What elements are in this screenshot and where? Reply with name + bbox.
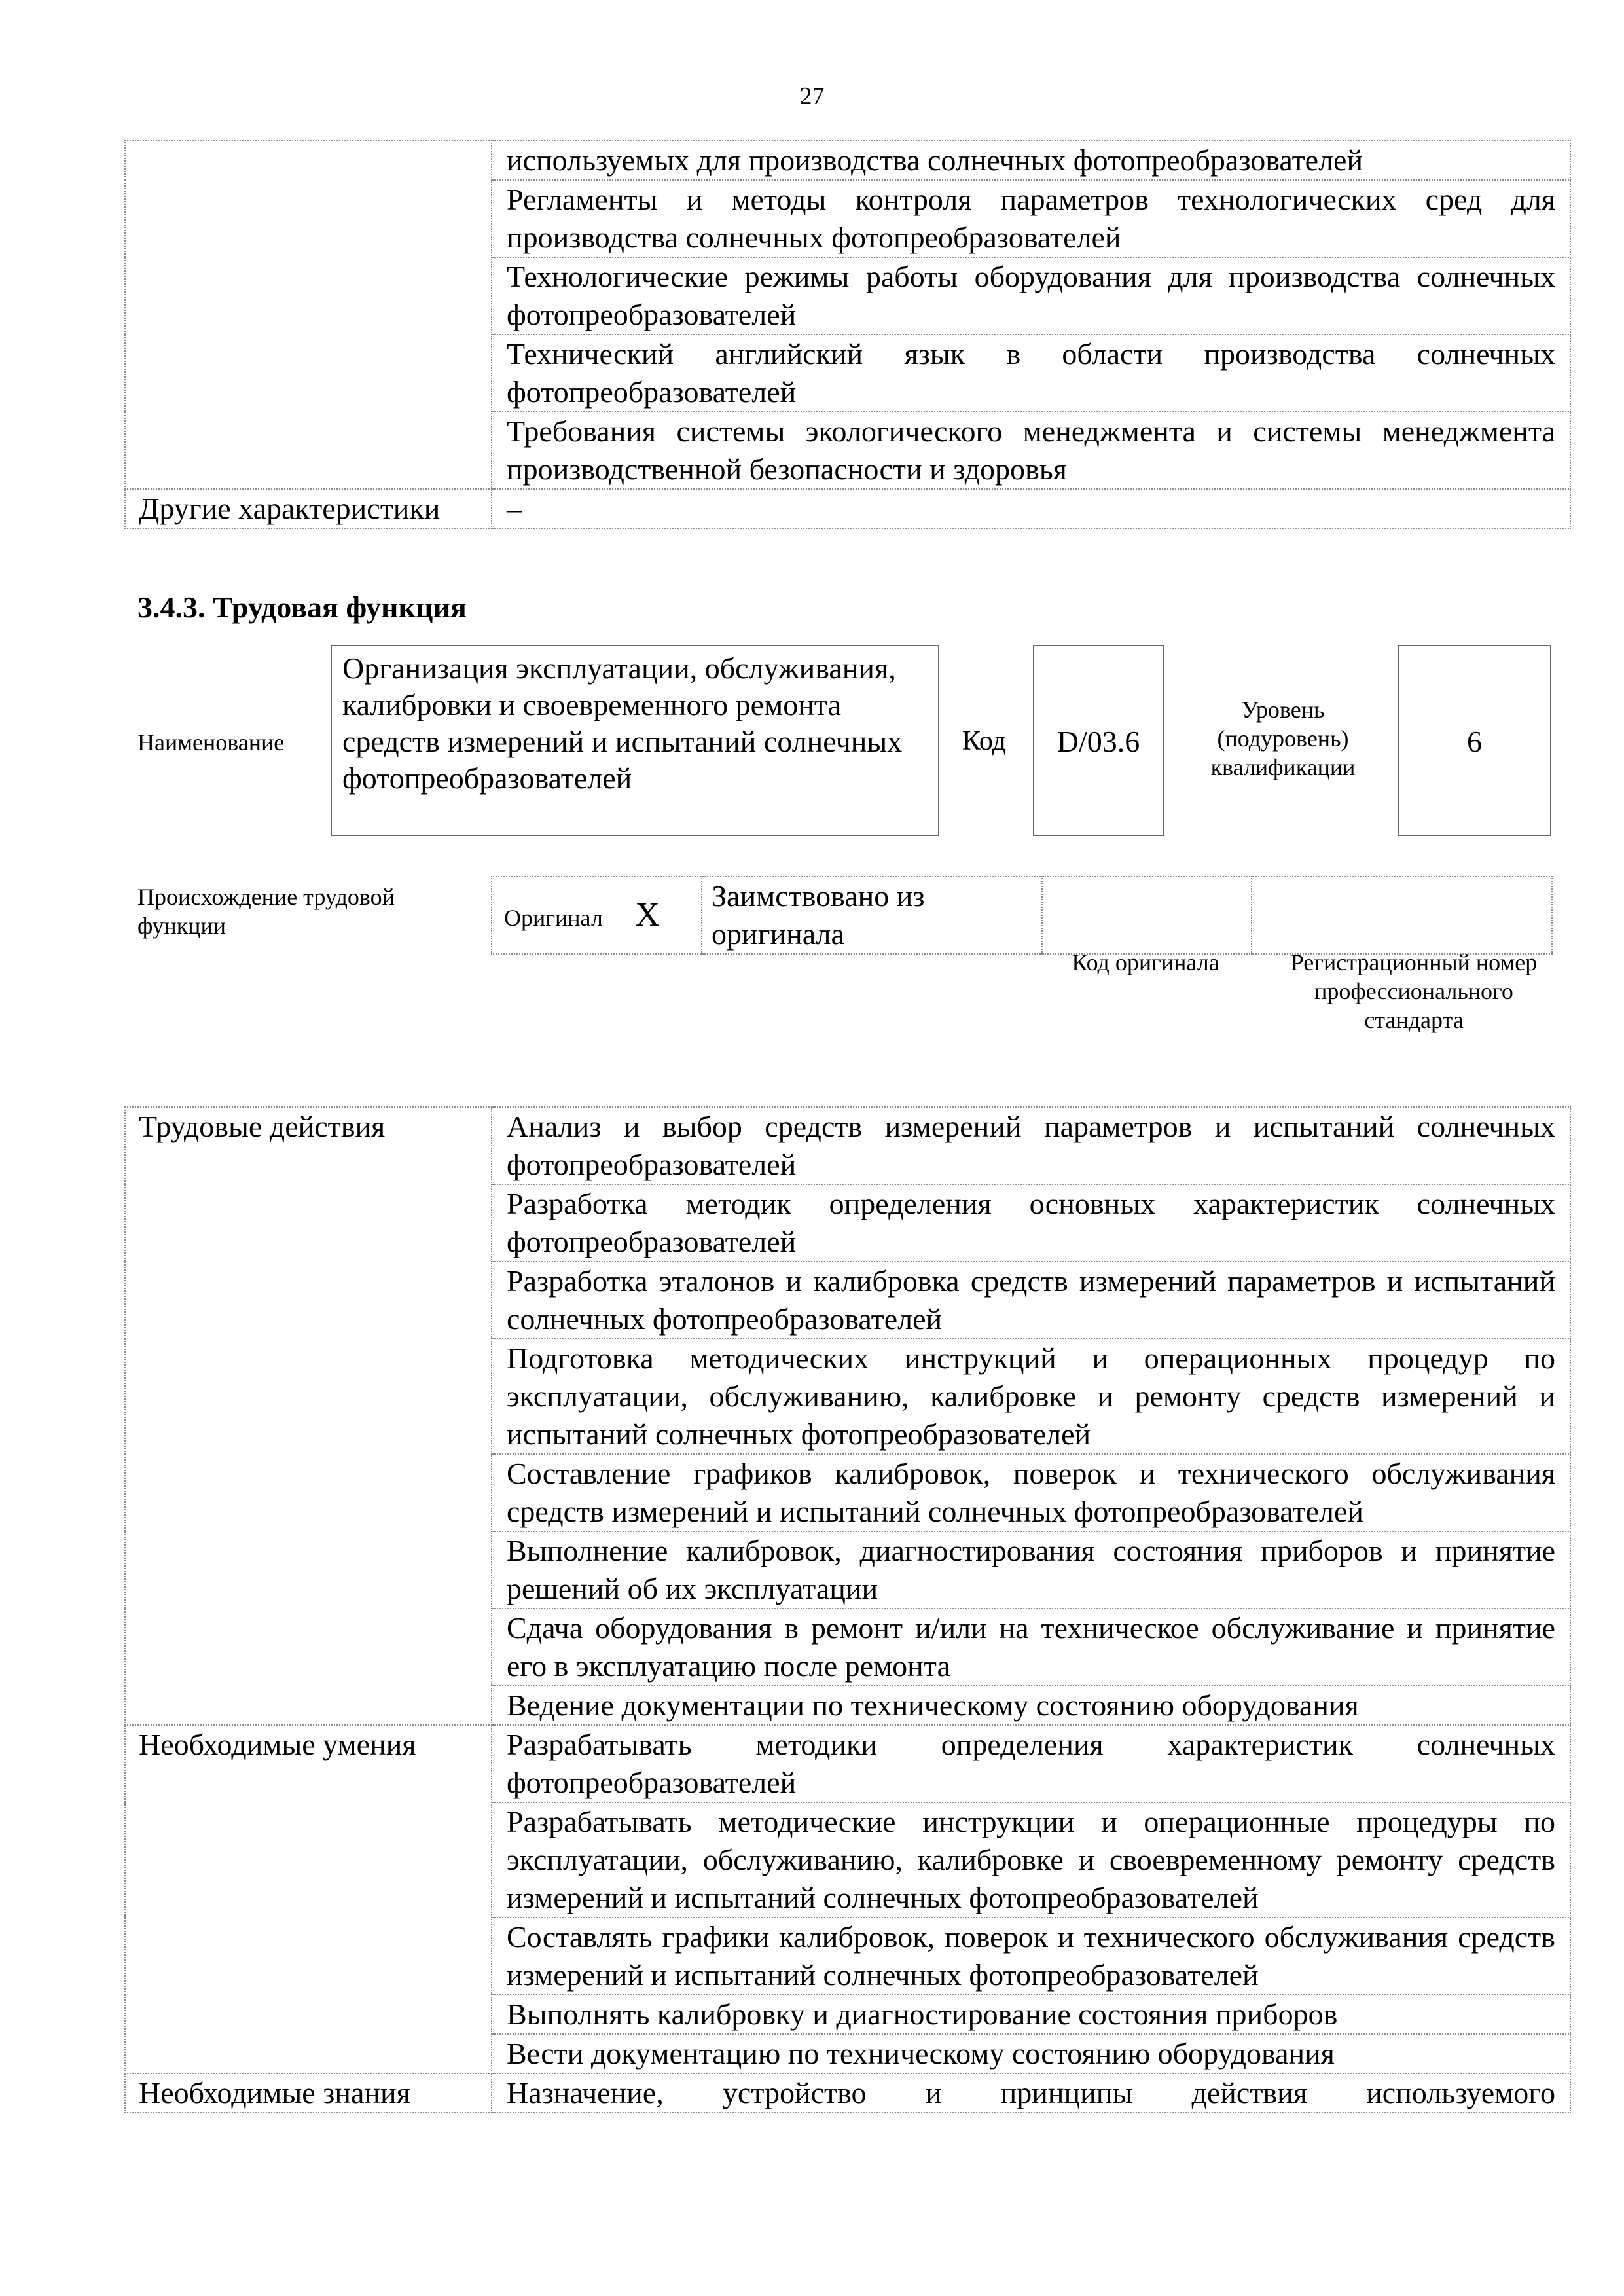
level-value-box xyxy=(1398,645,1551,836)
table-row xyxy=(125,1107,1570,1184)
code-original-caption: Код оригинала xyxy=(1072,949,1219,975)
table-cell: Составление графиков калибровок, поверок и технического обслуживания средств измерений и испытаний солнечных фотопреобразователей xyxy=(492,1454,1570,1531)
table-cell: Требования системы экологического менеджмента и системы менеджмента производственной безопасности и здоровья xyxy=(492,412,1570,489)
table-cell: Разрабатывать методики определения характеристик солнечных фотопреобразователей xyxy=(492,1725,1570,1802)
table-cell: Разрабатывать методические инструкции и операционные процедуры по эксплуатации, обслуживанию, калибровке и своевременному ремонту средств измерений и испытаний солнечных фотопреобразователей xyxy=(492,1802,1570,1918)
reg-number-cell xyxy=(1252,877,1552,954)
table-cell: Сдача оборудования в ремонт и/или на техническое обслуживание и принятие его в эксплуатацию после ремонта xyxy=(492,1609,1570,1686)
original-mark: X xyxy=(635,896,660,934)
table-cell: используемых для производства солнечных фотопреобразователей xyxy=(492,141,1570,180)
section-heading: 3.4.3. Трудовая функция xyxy=(137,591,467,624)
empty-label-cell xyxy=(125,141,492,489)
table-cell: Ведение документации по техническому состоянию оборудования xyxy=(492,1686,1570,1725)
skills-label: Необходимые умения xyxy=(125,1725,492,2073)
code-label: Код xyxy=(962,726,1007,756)
origin-table xyxy=(491,876,1553,955)
other-characteristics-value: – xyxy=(492,489,1570,528)
table-cell: Назначение, устройство и принципы действия используемого xyxy=(492,2073,1570,2113)
borrowed-label: Заимствовано из оригинала xyxy=(702,877,1042,954)
table-row xyxy=(492,877,1552,954)
table-row xyxy=(125,141,1570,180)
reg-number-caption: Регистрационный номер профессионального стандарта xyxy=(1290,949,1538,1033)
table-cell: Регламенты и методы контроля параметров технологических сред для производства солнечных фотопреобразователей xyxy=(492,180,1570,257)
table-row xyxy=(125,1725,1570,1802)
table-cell: Технологические режимы работы оборудования для производства солнечных фотопреобразователей xyxy=(492,257,1570,335)
table-cell: Технический английский язык в области производства солнечных фотопреобразователей xyxy=(492,335,1570,412)
function-code: D/03.6 xyxy=(1056,725,1140,758)
table-cell: Подготовка методических инструкций и операционных процедур по эксплуатации, обслуживанию, калибровке и ремонту средств измерений и испытаний солнечных фотопреобразователей xyxy=(492,1339,1570,1454)
main-table xyxy=(124,1106,1571,2113)
table-cell: Составлять графики калибровок, поверок и технического обслуживания средств измерений и испытаний солнечных фотопреобразователей xyxy=(492,1918,1570,1995)
original-code-cell xyxy=(1042,877,1252,954)
origin-label: Происхождение трудовой функции xyxy=(137,884,395,939)
code-value-box xyxy=(1033,645,1164,836)
table-cell: Вести документацию по техническому состоянию оборудования xyxy=(492,2034,1570,2073)
table-cell: Разработка эталонов и калибровка средств измерений параметров и испытаний солнечных фотопреобразователей xyxy=(492,1262,1570,1339)
table-row xyxy=(125,489,1570,528)
table-cell: Выполнение калибровок, диагностирования состояния приборов и принятие решений об их эксплуатации xyxy=(492,1531,1570,1609)
page-number: 27 xyxy=(799,82,825,110)
labor-actions-label: Трудовые действия xyxy=(125,1107,492,1725)
name-label: Наименование xyxy=(137,729,285,756)
table-cell: Анализ и выбор средств измерений параметров и испытаний солнечных фотопреобразователей xyxy=(492,1107,1570,1184)
original-cell xyxy=(492,877,701,954)
level-label: Уровень (подуровень) квалификации xyxy=(1210,697,1356,780)
table-cell: Разработка методик определения основных характеристик солнечных фотопреобразователей xyxy=(492,1184,1570,1262)
table-row xyxy=(125,2073,1570,2113)
knowledge-label: Необходимые знания xyxy=(125,2073,492,2113)
top-table xyxy=(124,140,1571,529)
qualification-level: 6 xyxy=(1467,725,1482,758)
function-name: Организация эксплуатации, обслуживания, калибровки и своевременного ремонта средств измерений и испытаний солнечных фотопреобразователей xyxy=(342,651,903,795)
original-label: Оригинал xyxy=(504,904,603,931)
name-value-box xyxy=(331,645,939,836)
table-cell: Выполнять калибровку и диагностирование состояния приборов xyxy=(492,1995,1570,2034)
other-characteristics-label: Другие характеристики xyxy=(125,489,492,528)
